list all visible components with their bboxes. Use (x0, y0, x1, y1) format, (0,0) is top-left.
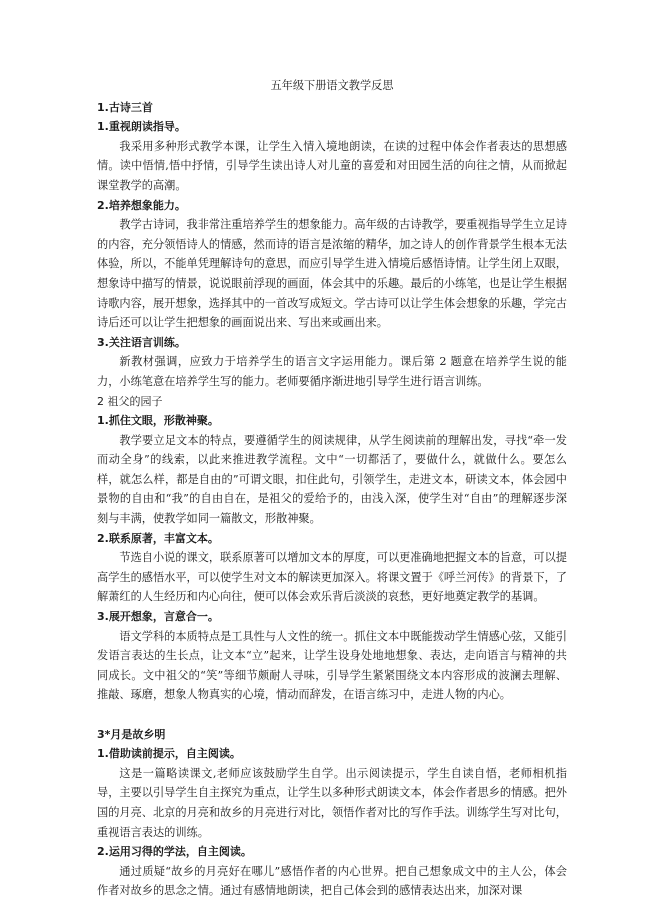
item-paragraph: 这是一篇略读课文,老师应该鼓励学生自学。出示阅读提示，学生自读自悟，老师相机指导，主要以引导学生自主探究为重点，让学生以多种形式朗读文本，体会作者思乡的情感。把外国的月亮、北京的月亮和故乡的月亮进行对比，领悟作者对比的写作手法。训练学生写对比句，重视语言表达的训练。 (97, 766, 567, 839)
item-heading: 3.关注语言训练。 (97, 335, 186, 349)
document-page (97, 76, 567, 901)
section-hometown-moon (97, 725, 567, 901)
item-heading: 2.联系原著，丰富文本。 (97, 531, 219, 545)
item-paragraph: 我采用多种形式教学本课，让学生入情入境地朗读，在读的过程中体会作者表达的思想感情。读中悟情,悟中抒情，引导学生读出诗人对儿童的喜爱和对田园生活的向往之情，从而掀起课堂教学的高潮。 (97, 139, 567, 192)
item-paragraph: 教学要立足文本的特点，要遵循学生的阅读规律，从学生阅读前的理解出发，寻找“牵一发而动全身”的线索，以此来推进教学流程。文中“一切都活了，要做什么，就做什么。要怎么样，就怎么样，都是自由的”可谓文眼，扣住此句，引领学生，走进文本，研读文本，体会园中景物的自由和“我”的自由自在，是祖父的爱给予的，由浅入深，使学生对“自由”的理解逐步深刻与丰满，使教学如同一篇散文，形散神聚。 (97, 433, 567, 526)
item-heading: 1.重视朗读指导。 (97, 120, 186, 134)
item-heading: 2.培养想象能力。 (97, 198, 186, 212)
item-heading: 1.抓住文眼，形散神聚。 (97, 414, 219, 428)
item-paragraph: 语文学科的本质特点是工具性与人文性的统一。抓住文本中既能拨动学生情感心弦，又能引发语言表达的生长点，让文本“立”起来，让学生设身处地地想象、表达，走向语言与精神的共同成长。文中祖父的“笑”等细节颇耐人寻味，引导学生紧紧围绕文本内容形成的波澜去理解、推敲、琢磨，想象人物真实的心境，情动而辞发，在语言练习中，走进人物的内心。 (97, 629, 567, 702)
section-heading: 3*月是故乡明 (97, 727, 166, 741)
section-heading: 1.古诗三首 (97, 100, 153, 114)
item-paragraph: 通过质疑“故乡的月亮好在哪儿”感悟作者的内心世界。把自己想象成文中的主人公，体会作者对故乡的思念之情。通过有感情地朗读，把自己体会到的感情表达出来，加深对课 (97, 864, 567, 898)
section-grandfathers-garden (97, 392, 567, 706)
section-ancient-poems (97, 98, 567, 392)
item-paragraph: 节选自小说的课文，联系原著可以增加文本的厚度，可以更准确地把握文本的旨意，可以提高学生的感悟水平，可以使学生对文本的解读更加深入。将课文置于《呼兰河传》的背景下，了解萧红的人生经历和内心向往，便可以体会欢乐背后淡淡的哀愁，更好地奠定教学的基调。 (97, 551, 567, 604)
section-heading: 2 祖父的园子 (97, 394, 163, 408)
blank-line (97, 705, 567, 725)
item-heading: 2.运用习得的学法，自主阅读。 (97, 845, 252, 859)
item-heading: 3.展开想象，言意合一。 (97, 610, 219, 624)
item-paragraph: 教学古诗词，我非常注重培养学生的想象能力。高年级的古诗教学，要重视指导学生立足诗的内容，充分领悟诗人的情感，然而诗的语言是浓缩的精华，加之诗人的创作背景学生根本无法体验，所以，不能单凭理解诗句的意思，而应引导学生进入情境后感悟诗情。让学生闭上双眼，想象诗中描写的情景，说说眼前浮现的画面，体会其中的乐趣。最后的小练笔，也是让学生根据诗歌内容，展开想象，选择其中的一首改写成短文。学古诗可以让学生体会想象的乐趣，学完古诗后还可以让学生把想象的画面说出来、写出来或画出来。 (97, 218, 567, 330)
item-paragraph: 新教材强调，应致力于培养学生的语言文字运用能力。课后第 2 题意在培养学生说的能力，小练笔意在培养学生写的能力。老师要循序渐进地引导学生进行语言训练。 (97, 355, 567, 388)
item-heading: 1.借助读前提示，自主阅读。 (97, 747, 241, 761)
document-title: 五年级下册语文教学反思 (270, 79, 394, 92)
